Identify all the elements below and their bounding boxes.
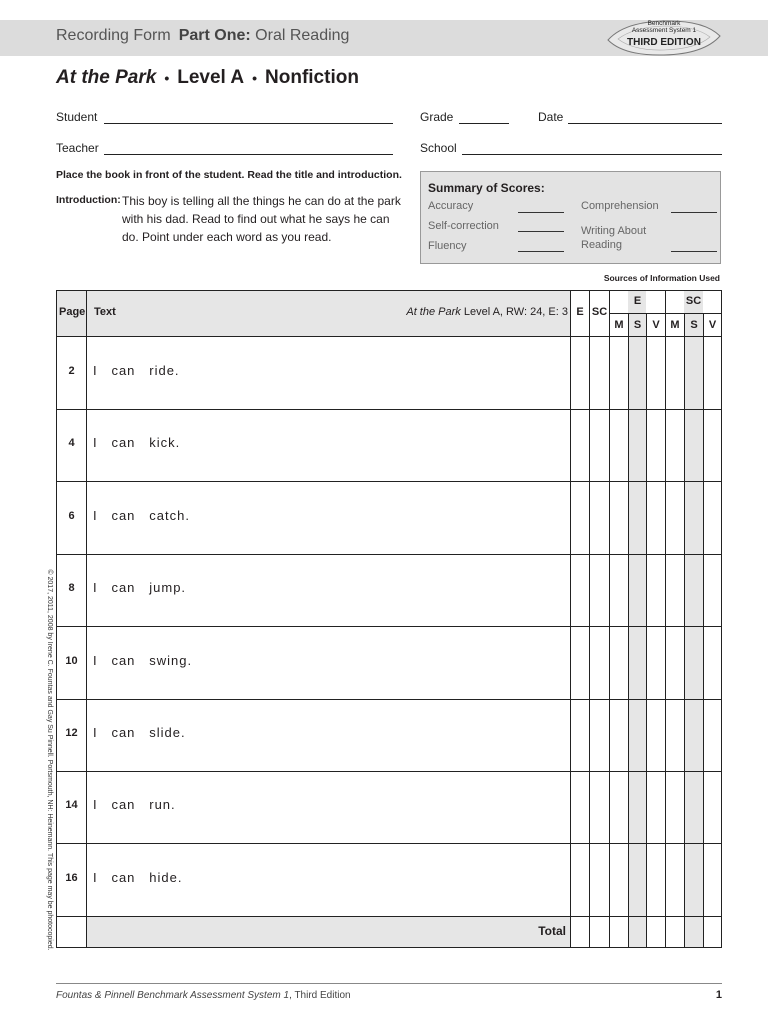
form-heading bbox=[56, 27, 349, 45]
e-column-header: E bbox=[576, 306, 584, 318]
page-column-header: Page bbox=[59, 306, 86, 318]
summary-title: Summary of Scores: bbox=[428, 181, 545, 195]
text-column-header: Text bbox=[94, 306, 116, 318]
accuracy-field[interactable] bbox=[518, 212, 564, 213]
grid-line bbox=[589, 291, 590, 947]
footer-series: Fountas & Pinnell Benchmark Assessment System 1 bbox=[56, 990, 290, 1001]
grid-line bbox=[86, 916, 87, 947]
badge-line-2: Assessment System 1 bbox=[631, 27, 697, 34]
row-text: I can swing. bbox=[93, 653, 193, 668]
teacher-field[interactable] bbox=[104, 154, 393, 155]
e-group-header: E bbox=[633, 295, 642, 307]
grid-line bbox=[57, 699, 721, 700]
accuracy-label: Accuracy bbox=[428, 200, 474, 212]
grade-label: Grade bbox=[420, 110, 454, 124]
grid-line bbox=[609, 291, 610, 947]
grid-line bbox=[57, 481, 721, 482]
school-label: School bbox=[420, 141, 457, 155]
fluency-label: Fluency bbox=[428, 240, 467, 252]
row-text: I can catch. bbox=[93, 508, 190, 523]
badge-edition: THIRD EDITION bbox=[627, 37, 701, 48]
grid-line bbox=[57, 771, 721, 772]
grid-line bbox=[57, 916, 721, 917]
grid-line bbox=[570, 291, 571, 947]
book-info-title: At the Park bbox=[406, 306, 461, 318]
bullet-icon: • bbox=[252, 70, 258, 86]
book-title: At the Park bbox=[56, 67, 157, 88]
row-text: I can hide. bbox=[93, 870, 183, 885]
bullet-icon: • bbox=[164, 70, 170, 86]
copyright-notice: © 2017, 2011, 2008 by Irene C. Fountas and Gay Su Pinnell. Portsmouth, NH: Heinemann. This page may be photocopied. bbox=[46, 569, 53, 951]
part-title: Oral Reading bbox=[255, 27, 350, 44]
e-m-header: M bbox=[614, 319, 624, 331]
writing-label-2: Reading bbox=[581, 239, 622, 251]
grid-line bbox=[609, 313, 721, 314]
row-text: I can kick. bbox=[93, 435, 181, 450]
page-number: 1 bbox=[715, 989, 722, 1001]
sc-s-header: S bbox=[690, 319, 698, 331]
introduction-label: Introduction: bbox=[56, 194, 121, 206]
fluency-field[interactable] bbox=[518, 251, 564, 252]
row-page-number: 8 bbox=[68, 582, 75, 594]
writing-label-1: Writing About bbox=[581, 225, 647, 237]
row-page-number: 4 bbox=[68, 437, 75, 449]
writing-field[interactable] bbox=[671, 251, 717, 252]
total-label: Total bbox=[538, 924, 566, 938]
self-correction-field[interactable] bbox=[518, 231, 564, 232]
page-title bbox=[56, 67, 359, 89]
book-genre: Nonfiction bbox=[265, 67, 359, 88]
running-record-table bbox=[56, 290, 722, 948]
grade-field[interactable] bbox=[459, 123, 509, 124]
row-page-number: 2 bbox=[68, 365, 75, 377]
row-text: I can run. bbox=[93, 797, 176, 812]
badge-line-1: Benchmark bbox=[647, 20, 681, 27]
row-page-number: 10 bbox=[65, 655, 78, 667]
row-page-number: 16 bbox=[65, 872, 78, 884]
teacher-label: Teacher bbox=[56, 141, 99, 155]
sc-column-header: SC bbox=[591, 306, 608, 318]
part-label: Part One: bbox=[178, 27, 251, 44]
footer-edition: , Third Edition bbox=[289, 990, 351, 1001]
book-level: Level A bbox=[177, 67, 245, 88]
grid-line bbox=[57, 336, 721, 337]
sc-v-header: V bbox=[708, 319, 717, 331]
row-page-number: 6 bbox=[68, 510, 75, 522]
row-text: I can slide. bbox=[93, 725, 186, 740]
student-field[interactable] bbox=[104, 123, 393, 124]
introduction-text: This boy is telling all the things he can do at the park with his dad. Read to find out what he says he can do. Point under each word as you read. bbox=[122, 194, 401, 244]
date-field[interactable] bbox=[568, 123, 722, 124]
form-name: Recording Form bbox=[56, 27, 171, 44]
grid-line bbox=[57, 554, 721, 555]
comprehension-field[interactable] bbox=[671, 212, 717, 213]
student-label: Student bbox=[56, 110, 98, 124]
school-field[interactable] bbox=[462, 154, 722, 155]
grid-line bbox=[57, 626, 721, 627]
row-page-number: 14 bbox=[65, 799, 78, 811]
footer-rule bbox=[56, 983, 722, 984]
grid-line bbox=[57, 409, 721, 410]
footer-credit bbox=[56, 990, 351, 1001]
grid-line bbox=[86, 291, 87, 916]
grid-line bbox=[57, 843, 721, 844]
row-text: I can jump. bbox=[93, 580, 187, 595]
self-correction-label: Self-correction bbox=[428, 220, 499, 232]
badge-caption bbox=[618, 20, 710, 34]
comprehension-label: Comprehension bbox=[581, 200, 659, 212]
e-v-header: V bbox=[652, 319, 660, 331]
sources-label: Sources of Information Used bbox=[603, 273, 720, 283]
row-text: I can ride. bbox=[93, 363, 180, 378]
sc-group-header: SC bbox=[685, 295, 702, 307]
instruction-text: Place the book in front of the student. Read the title and introduction. bbox=[56, 169, 402, 181]
book-info-details: Level A, RW: 24, E: 3 bbox=[460, 306, 568, 318]
book-info bbox=[380, 306, 568, 318]
sc-m-header: M bbox=[670, 319, 680, 331]
e-s-header: S bbox=[633, 319, 642, 331]
grid-line bbox=[665, 291, 666, 947]
date-label: Date bbox=[538, 110, 564, 124]
row-page-number: 12 bbox=[65, 727, 78, 739]
